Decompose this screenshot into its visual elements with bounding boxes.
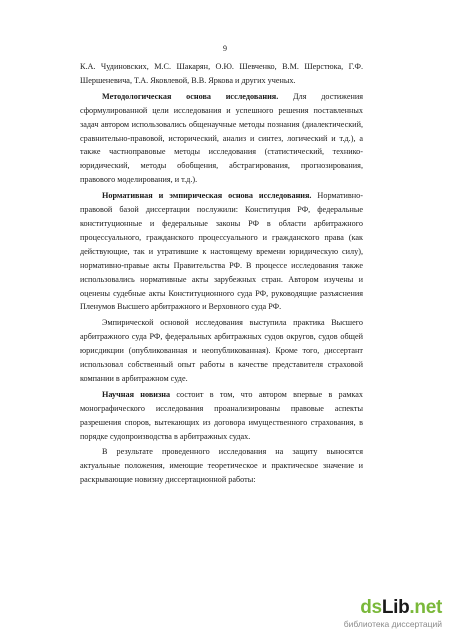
page-number: 9	[223, 44, 227, 53]
paragraph-text: К.А. Чудиновских, М.С. Шакарян, О.Ю. Шевченко, В.М. Шерстюка, Г.Ф. Шершеневича, Т.А. Яковлевой, В.В. Ярковa и других ученых.	[80, 62, 363, 85]
body-text	[80, 60, 363, 487]
paragraph-heading: Методологическая основа исследования.	[102, 91, 279, 101]
paragraph-text: состоит в том, что автором впервые в рамках монографического исследования проанализированы правовые аспекты разрешения споров, вытекающих из договора имущественного страхования, в порядке судопроизводства в арбитражных судах.	[80, 389, 363, 441]
paragraph-text: Эмпирической основой исследования выступила практика Высшего арбитражного суда РФ, федеральных арбитражных судов округов, судов общей юрисдикции (опубликованная и неопубликованная). Кроме того, диссертант использовал собственный опыт работы в качестве представителя страховой компании в арбитражном суде.	[80, 318, 363, 383]
paragraph-normative-basis	[80, 189, 363, 314]
paragraph-text: Для достижения сформулированной цели исследования и успешного решения поставленных задач автором использовались общенаучные методы познания (диалектический, сравнительно-правовой, исторический, анализ и синтез, логический и т.д.), а также частноправовые методы исследования (статистический, технико-юридический, методы обобщения, абстрагирования, прогнозирования, правового моделирования, и т.д.).	[80, 91, 363, 185]
paragraph-heading: Научная новизна	[102, 389, 171, 399]
watermark[interactable]	[322, 598, 442, 629]
paragraph-scientific-novelty	[80, 388, 363, 444]
dslib-logo: dsLib.net	[360, 597, 442, 618]
paragraph-heading: Нормативная и эмпирическая основа исследования.	[102, 191, 312, 201]
paragraph-defense-provisions	[80, 445, 363, 487]
watermark-subtitle: библиотека диссертаций	[343, 619, 442, 629]
paragraph-methodology	[80, 90, 363, 187]
paragraph-text: Нормативно-правовой базой диссертации послужили: Конституция РФ, федеральные конституционные и федеральные законы РФ в области арбитражного процессуального, гражданского процессуального и гражданского права (как действующие, так и утратившие к настоящему времени юридическую силу), нормативно-правые акты Правительства РФ. В процессе исследования также использовались нормативные акты зарубежных стран. Автором изучены и оценены судебные акты Конституционного суда РФ, руководящие разъяснения Пленумов Высшего арбитражного и Верховного суда РФ.	[80, 191, 363, 312]
paragraph-empirical-basis	[80, 316, 363, 386]
paragraph-authors	[80, 60, 363, 88]
paragraph-text: В результате проведенного исследования на защиту выносятся актуальные положения, имеющие теоретическое и практическое значение и раскрывающие новизну диссертационной работы:	[80, 447, 363, 485]
